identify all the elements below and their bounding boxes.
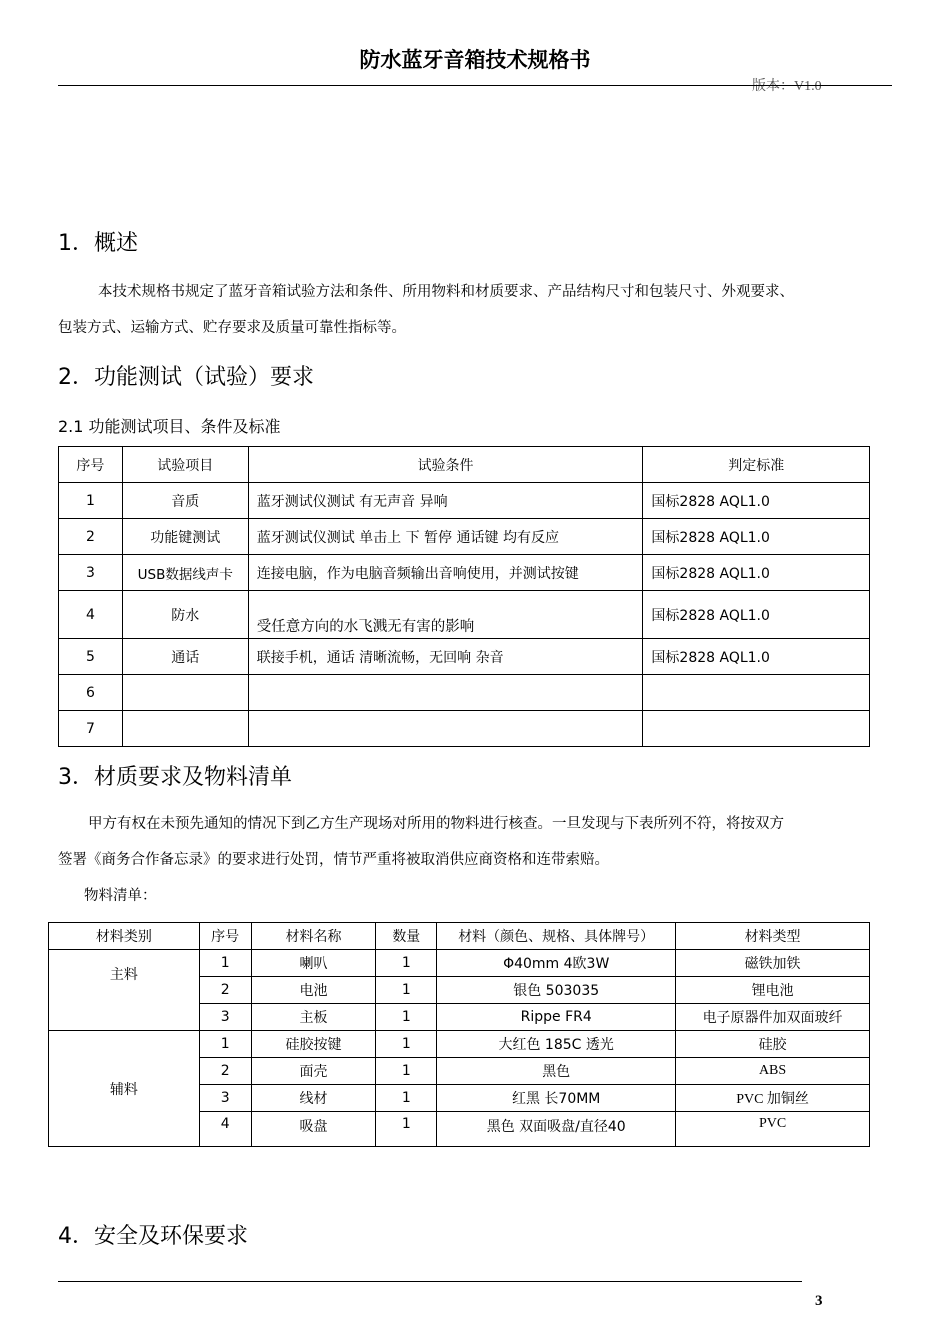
table-cell: 面壳	[251, 1058, 376, 1085]
material-list-label: 物料清单：	[84, 888, 157, 904]
table-cell: 连接电脑，作为电脑音频输出音响使用，并测试按键	[248, 555, 643, 591]
table-cell: 吸盘	[251, 1112, 376, 1147]
table-cell: 硅胶按键	[251, 1031, 376, 1058]
table-row	[59, 555, 870, 591]
table-cell: 国标2828 AQL1.0	[643, 555, 870, 591]
header-cell: 试验项目	[122, 447, 248, 483]
table-cell: 1	[199, 950, 251, 977]
header-cell: 试验条件	[248, 447, 643, 483]
table-cell: 2	[199, 977, 251, 1004]
category-cell-main: 主料	[49, 950, 200, 1031]
table-cell: 蓝牙测试仪测试 有无声音 异响	[248, 483, 643, 519]
table-cell: 2	[199, 1058, 251, 1085]
section-2-1-heading: 2.1 功能测试项目、条件及标准	[58, 417, 281, 436]
table-row	[59, 639, 870, 675]
table-cell: 5	[59, 639, 123, 675]
table-header-row	[49, 923, 870, 950]
table-row	[59, 711, 870, 747]
section-3-paragraph	[58, 806, 894, 878]
section-1-paragraph-line2: 包装方式、运输方式、贮存要求及质量可靠性指标等。	[58, 320, 406, 336]
table-cell: 国标2828 AQL1.0	[643, 591, 870, 639]
table-cell: USB数据线声卡	[122, 555, 248, 591]
section-3-paragraph-line2: 签署《商务合作备忘录》的要求进行处罚，情节严重将被取消供应商资格和连带索赔。	[58, 852, 609, 868]
table-cell: 黑色 双面吸盘/直径40	[437, 1112, 676, 1147]
table-cell: 锂电池	[676, 977, 870, 1004]
table-cell: 1	[199, 1031, 251, 1058]
footer-divider	[58, 1281, 802, 1282]
table-cell: 6	[59, 675, 123, 711]
header-divider	[58, 85, 892, 86]
table-cell: 1	[376, 1004, 437, 1031]
table-header-row	[59, 447, 870, 483]
table-cell: 红黑 长70MM	[437, 1085, 676, 1112]
table-cell: 3	[199, 1004, 251, 1031]
header-cell: 材料类型	[676, 923, 870, 950]
header-cell: 序号	[199, 923, 251, 950]
table-row	[59, 483, 870, 519]
table-row	[59, 591, 870, 639]
table-cell: 1	[376, 1112, 437, 1147]
category-cell-aux: 辅料	[49, 1031, 200, 1147]
table-cell: 3	[59, 555, 123, 591]
table-cell: 国标2828 AQL1.0	[643, 483, 870, 519]
material-table	[48, 922, 870, 1147]
page-number: 3	[815, 1293, 823, 1309]
header-cell: 判定标准	[643, 447, 870, 483]
table-cell: 7	[59, 711, 123, 747]
table-cell: PVC	[676, 1112, 870, 1147]
section-4-heading: 4．安全及环保要求	[58, 1224, 248, 1249]
table-cell: 硅胶	[676, 1031, 870, 1058]
table-cell: 音质	[122, 483, 248, 519]
table-cell: Φ40mm 4欧3W	[437, 950, 676, 977]
table-cell: 受任意方向的水飞溅无有害的影响	[248, 591, 643, 639]
header-cell: 材料类别	[49, 923, 200, 950]
table-cell: 1	[59, 483, 123, 519]
table-cell: Rippe FR4	[437, 1004, 676, 1031]
table-cell: 4	[59, 591, 123, 639]
table-cell	[643, 675, 870, 711]
table-cell: 1	[376, 950, 437, 977]
header-cell: 序号	[59, 447, 123, 483]
table-cell: 黑色	[437, 1058, 676, 1085]
section-2-heading: 2．功能测试（试验）要求	[58, 365, 314, 390]
table-cell: 电子原器件加双面玻纤	[676, 1004, 870, 1031]
table-cell: 4	[199, 1112, 251, 1147]
function-test-table	[58, 446, 870, 747]
table-row	[59, 675, 870, 711]
table-cell: 国标2828 AQL1.0	[643, 639, 870, 675]
header-cell: 材料名称	[251, 923, 376, 950]
table-cell: ABS	[676, 1058, 870, 1085]
table-cell	[248, 675, 643, 711]
table-cell: 大红色 185C 透光	[437, 1031, 676, 1058]
table-row	[49, 1031, 870, 1058]
table-row	[49, 950, 870, 977]
table-cell	[122, 711, 248, 747]
table-cell: 银色 503035	[437, 977, 676, 1004]
header-cell: 材料（颜色、规格、具体牌号）	[437, 923, 676, 950]
table-cell: 蓝牙测试仪测试 单击上 下 暂停 通话键 均有反应	[248, 519, 643, 555]
table-cell: 联接手机，通话 清晰流畅，无回响 杂音	[248, 639, 643, 675]
table-cell	[122, 675, 248, 711]
table-cell: 国标2828 AQL1.0	[643, 519, 870, 555]
table-cell: 通话	[122, 639, 248, 675]
header-cell: 数量	[376, 923, 437, 950]
table-cell	[643, 711, 870, 747]
table-cell: 喇叭	[251, 950, 376, 977]
table-cell: 电池	[251, 977, 376, 1004]
table-cell: 1	[376, 1031, 437, 1058]
document-title: 防水蓝牙音箱技术规格书	[359, 48, 591, 72]
table-row	[59, 519, 870, 555]
table-cell	[248, 711, 643, 747]
section-1-paragraph	[58, 274, 894, 346]
table-cell: 功能键测试	[122, 519, 248, 555]
section-3-paragraph-line1: 甲方有权在未预先通知的情况下到乙方生产现场对所用的物料进行核查。一旦发现与下表所列不符，将按双方	[88, 816, 784, 832]
section-1-paragraph-line1: 本技术规格书规定了蓝牙音箱试验方法和条件、所用物料和材质要求、产品结构尺寸和包装尺寸、外观要求、	[98, 284, 794, 300]
table-cell: 1	[376, 1058, 437, 1085]
table-cell: 2	[59, 519, 123, 555]
table-cell: PVC 加铜丝	[676, 1085, 870, 1112]
table-cell: 线材	[251, 1085, 376, 1112]
section-1-heading: 1．概述	[58, 231, 138, 256]
table-cell: 1	[376, 1085, 437, 1112]
table-cell: 3	[199, 1085, 251, 1112]
table-cell: 1	[376, 977, 437, 1004]
version-label: 版本：V1.0	[752, 79, 822, 94]
section-3-heading: 3．材质要求及物料清单	[58, 765, 292, 790]
table-cell: 防水	[122, 591, 248, 639]
table-cell: 磁铁加铁	[676, 950, 870, 977]
table-cell: 主板	[251, 1004, 376, 1031]
